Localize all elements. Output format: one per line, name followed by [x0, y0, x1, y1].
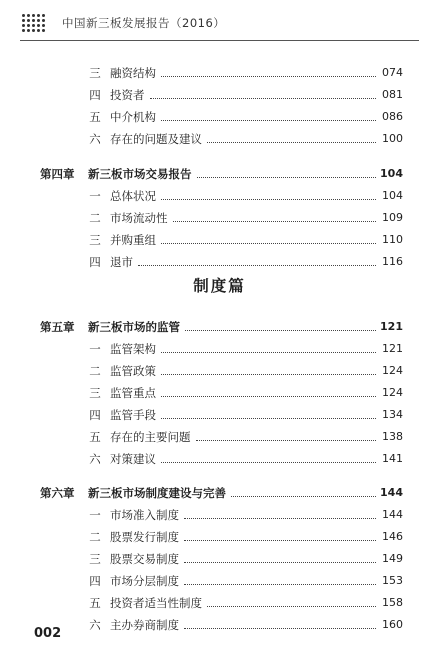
- chapter-entry[interactable]: [0, 318, 439, 336]
- toc-entry[interactable]: [0, 506, 439, 524]
- toc-entry-page: 110: [382, 233, 403, 246]
- dot-leader: [161, 352, 376, 353]
- chapter-number: 第四章: [40, 167, 75, 181]
- dot-leader: [185, 330, 376, 331]
- part-title: 制度篇: [193, 276, 246, 295]
- toc-entry[interactable]: [0, 428, 439, 446]
- toc-entry-number: 五: [89, 110, 101, 124]
- toc-entry[interactable]: [0, 550, 439, 568]
- toc-entry-number: 四: [89, 255, 101, 269]
- dot-leader: [150, 98, 377, 99]
- toc-entry-number: 五: [89, 596, 101, 610]
- chapter-number: 第五章: [40, 320, 75, 334]
- toc-entry[interactable]: [0, 187, 439, 205]
- toc-entry-page: 144: [382, 508, 403, 521]
- dot-leader: [184, 540, 376, 541]
- toc-entry[interactable]: [0, 253, 439, 271]
- toc-entry-title: 市场分层制度: [110, 574, 179, 588]
- dot-leader: [231, 496, 376, 497]
- toc-entry-title: 中介机构: [110, 110, 156, 124]
- toc-entry-number: 二: [89, 211, 101, 225]
- dot-leader: [161, 462, 376, 463]
- toc-entry[interactable]: [0, 86, 439, 104]
- toc-entry[interactable]: [0, 528, 439, 546]
- toc-entry-page: 124: [382, 364, 403, 377]
- toc-entry-page: 134: [382, 408, 403, 421]
- toc-entry-title: 股票发行制度: [110, 530, 179, 544]
- dot-leader: [161, 374, 376, 375]
- page-number: 002: [34, 626, 62, 641]
- chapter-page: 121: [380, 320, 403, 333]
- toc-entry-number: 三: [89, 66, 101, 80]
- header-logo-icon: [22, 14, 46, 34]
- toc-entry[interactable]: [0, 108, 439, 126]
- toc-entry-title: 股票交易制度: [110, 552, 179, 566]
- toc-entry[interactable]: [0, 64, 439, 82]
- toc-entry-number: 二: [89, 364, 101, 378]
- dot-leader: [161, 76, 376, 77]
- toc-entry-page: 100: [382, 132, 403, 145]
- chapter-title: 新三板市场制度建设与完善: [88, 486, 226, 500]
- toc-entry-number: 一: [89, 342, 101, 356]
- dot-leader: [184, 584, 376, 585]
- toc-entry-title: 投资者: [110, 88, 145, 102]
- toc-entry-number: 一: [89, 508, 101, 522]
- toc-entry-title: 监管架构: [110, 342, 156, 356]
- toc-entry-title: 监管手段: [110, 408, 156, 422]
- toc-entry-number: 六: [89, 618, 101, 632]
- header-title: 中国新三板发展报告（2016）: [62, 16, 226, 30]
- toc-entry-page: 149: [382, 552, 403, 565]
- chapter-page: 104: [380, 167, 403, 180]
- toc-entry-title: 市场准入制度: [110, 508, 179, 522]
- toc-entry-number: 四: [89, 574, 101, 588]
- dot-leader: [138, 265, 376, 266]
- toc-entry-page: 153: [382, 574, 403, 587]
- dot-leader: [161, 243, 376, 244]
- chapter-page: 144: [380, 486, 403, 499]
- toc-entry-number: 三: [89, 552, 101, 566]
- toc-entry-number: 四: [89, 408, 101, 422]
- running-header: [20, 10, 419, 38]
- dot-leader: [207, 606, 376, 607]
- toc-entry-title: 存在的问题及建议: [110, 132, 202, 146]
- toc-entry[interactable]: [0, 362, 439, 380]
- toc-entry-title: 主办券商制度: [110, 618, 179, 632]
- chapter-entry[interactable]: [0, 165, 439, 183]
- dot-leader: [173, 221, 377, 222]
- toc-entry-title: 监管重点: [110, 386, 156, 400]
- dot-leader: [207, 142, 376, 143]
- header-divider: [20, 40, 419, 41]
- toc-entry-page: 124: [382, 386, 403, 399]
- toc-entry-page: 141: [382, 452, 403, 465]
- toc-entry-number: 二: [89, 530, 101, 544]
- toc-entry-page: 104: [382, 189, 403, 202]
- chapter-entry[interactable]: [0, 484, 439, 502]
- toc-entry-number: 三: [89, 386, 101, 400]
- toc-entry-number: 五: [89, 430, 101, 444]
- toc-entry-page: 158: [382, 596, 403, 609]
- dot-leader: [184, 628, 376, 629]
- dot-leader: [197, 177, 377, 178]
- chapter-title: 新三板市场交易报告: [88, 167, 192, 181]
- dot-leader: [184, 562, 376, 563]
- toc-entry-title: 并购重组: [110, 233, 156, 247]
- toc-entry-page: 160: [382, 618, 403, 631]
- dot-leader: [161, 418, 376, 419]
- toc-entry-number: 四: [89, 88, 101, 102]
- toc-entry[interactable]: [0, 209, 439, 227]
- chapter-title: 新三板市场的监管: [88, 320, 180, 334]
- toc-entry[interactable]: [0, 130, 439, 148]
- toc-entry[interactable]: [0, 231, 439, 249]
- toc-entry-title: 存在的主要问题: [110, 430, 191, 444]
- toc-entry[interactable]: [0, 406, 439, 424]
- toc-entry[interactable]: [0, 340, 439, 358]
- toc-entry-page: 074: [382, 66, 403, 79]
- toc-entry-title: 融资结构: [110, 66, 156, 80]
- toc-entry-number: 六: [89, 452, 101, 466]
- dot-leader: [161, 396, 376, 397]
- toc-entry[interactable]: [0, 594, 439, 612]
- dot-leader: [161, 120, 376, 121]
- dot-leader: [161, 199, 376, 200]
- toc-entry-title: 市场流动性: [110, 211, 168, 225]
- toc-entry-title: 投资者适当性制度: [110, 596, 202, 610]
- toc-entry-number: 六: [89, 132, 101, 146]
- toc-entry-title: 对策建议: [110, 452, 156, 466]
- toc-entry-page: 146: [382, 530, 403, 543]
- toc-entry-title: 退市: [110, 255, 133, 269]
- toc-entry-number: 一: [89, 189, 101, 203]
- toc-entry-title: 总体状况: [110, 189, 156, 203]
- toc-entry-page: 116: [382, 255, 403, 268]
- toc-entry-page: 109: [382, 211, 403, 224]
- dot-leader: [184, 518, 376, 519]
- toc-entry-page: 121: [382, 342, 403, 355]
- toc-entry[interactable]: [0, 616, 439, 634]
- dot-leader: [196, 440, 377, 441]
- chapter-number: 第六章: [40, 486, 75, 500]
- toc-entry-page: 081: [382, 88, 403, 101]
- toc-entry-page: 138: [382, 430, 403, 443]
- toc-entry[interactable]: [0, 450, 439, 468]
- toc-entry[interactable]: [0, 384, 439, 402]
- toc-entry-title: 监管政策: [110, 364, 156, 378]
- toc-entry-number: 三: [89, 233, 101, 247]
- toc-entry[interactable]: [0, 572, 439, 590]
- toc-entry-page: 086: [382, 110, 403, 123]
